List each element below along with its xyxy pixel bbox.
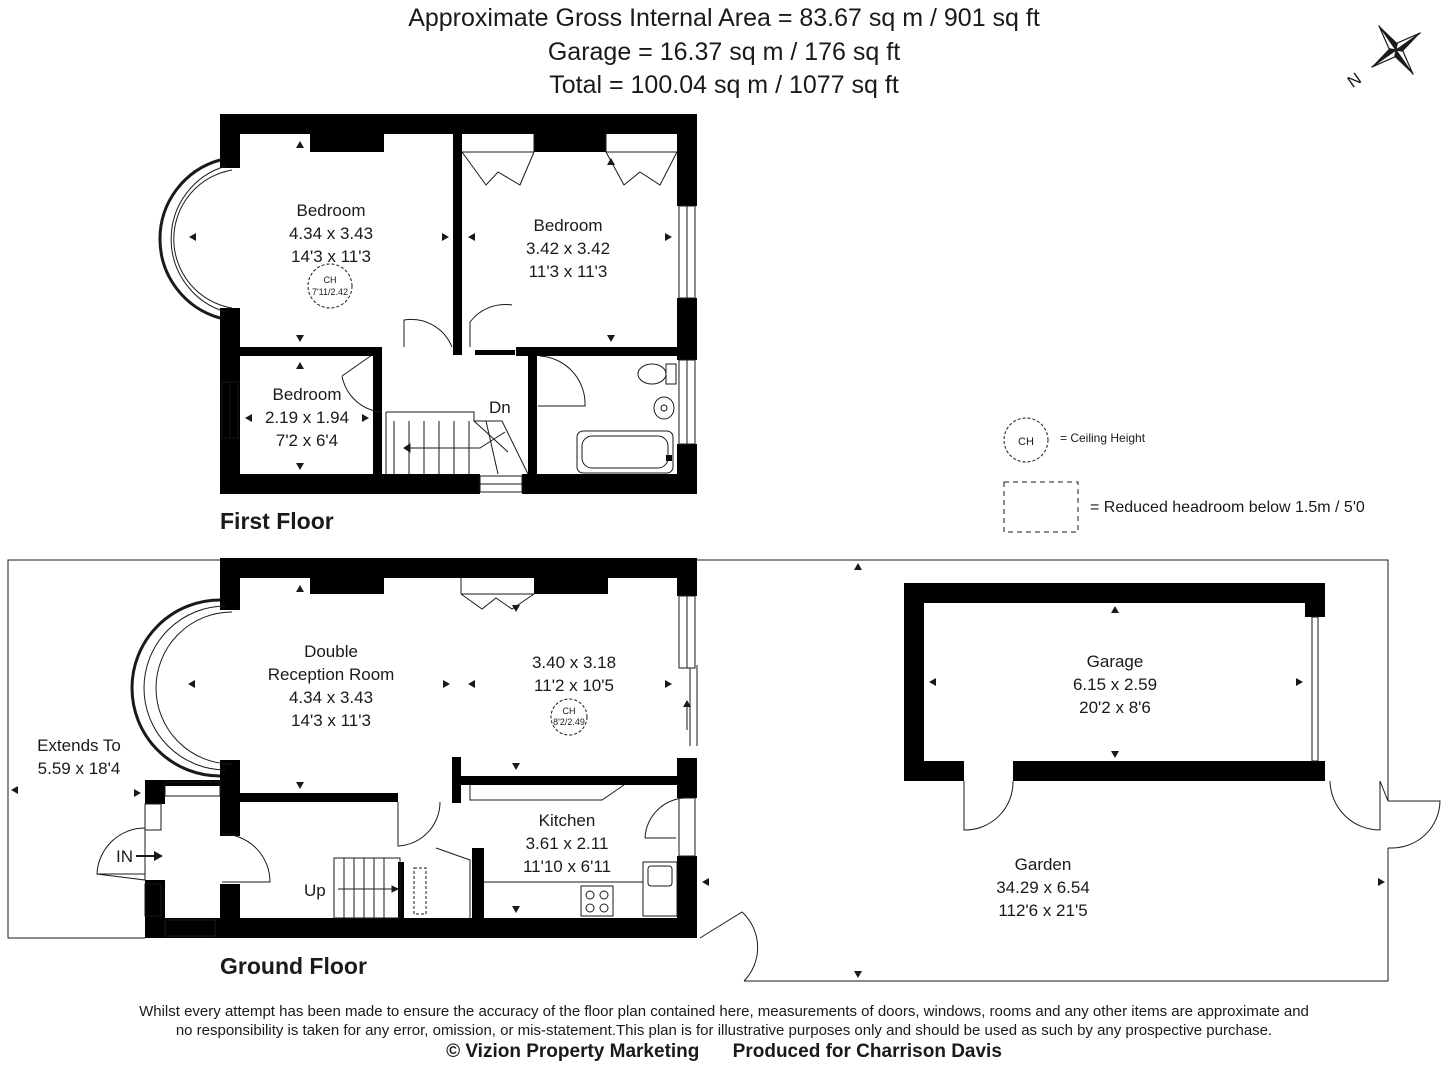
reception-name-line1: Double xyxy=(304,642,358,661)
bedroom3-metric: 2.19 x 1.94 xyxy=(264,408,350,427)
reception2-ch-value: 8'2/2.49 xyxy=(553,717,585,727)
total-area: Total = 100.04 sq m / 1077 sq ft xyxy=(549,71,899,99)
bedroom1-metric: 4.34 x 3.43 xyxy=(288,224,374,243)
first-floor-title: First Floor xyxy=(220,508,334,534)
disclaimer-line1: Whilst every attempt has been made to ensure the accuracy of the floor plan contained here, measurements of doors, windows, rooms and any other items are approximate and xyxy=(139,1003,1309,1020)
bedroom2-imperial: 11'3 x 11'3 xyxy=(528,262,608,281)
bedroom2-name: Bedroom xyxy=(533,216,603,235)
bedroom1-ch-label: CH xyxy=(323,275,337,285)
disclaimer xyxy=(0,1002,1448,1040)
reception2-ch-label: CH xyxy=(562,706,576,716)
garden-imperial: 112'6 x 21'5 xyxy=(998,901,1088,920)
copyright: © Vizion Property Marketing xyxy=(446,1041,700,1062)
bedroom3-imperial: 7'2 x 6'4 xyxy=(275,431,339,450)
bedroom1-ch-value: 7'11/2.42 xyxy=(311,287,349,297)
bedroom1-imperial: 14'3 x 11'3 xyxy=(291,247,371,266)
legend-ch-symbol: CH xyxy=(1018,436,1034,448)
stairs-up-label: Up xyxy=(304,881,326,900)
gross-internal-area: Approximate Gross Internal Area = 83.67 sq m / 901 sq ft xyxy=(408,4,1040,32)
reception2-metric: 3.40 x 3.18 xyxy=(531,653,617,672)
garden-metric: 34.29 x 6.54 xyxy=(996,878,1090,897)
reception-name-line2: Reception Room xyxy=(267,665,395,684)
ch-marker-bedroom xyxy=(308,264,352,308)
bedroom1-name: Bedroom xyxy=(296,201,366,220)
garden-name: Garden xyxy=(1014,855,1072,874)
reception2-imperial: 11'2 x 10'5 xyxy=(534,676,614,695)
produced-for: Produced for Charrison Davis xyxy=(732,1041,1002,1062)
legend-reduced-text: = Reduced headroom below 1.5m / 5'0 xyxy=(1090,499,1365,516)
garage-area: Garage = 16.37 sq m / 176 sq ft xyxy=(547,37,901,66)
reception-metric: 4.34 x 3.43 xyxy=(288,688,374,707)
garage-name: Garage xyxy=(1086,652,1144,671)
bedroom3-name: Bedroom xyxy=(272,385,342,404)
bedroom2-metric: 3.42 x 3.42 xyxy=(525,239,611,258)
kitchen-metric: 3.61 x 2.11 xyxy=(525,834,609,853)
compass-north-label: N xyxy=(1343,69,1365,92)
legend-ch-text: = Ceiling Height xyxy=(1060,431,1146,445)
kitchen-imperial: 11'10 x 6'11 xyxy=(522,857,612,876)
kitchen-name: Kitchen xyxy=(538,811,596,830)
disclaimer-line2: no responsibility is taken for any error, omission, or mis-statement.This plan is for illustrative purposes only and should be used as such by any prospective purchase. xyxy=(175,1022,1273,1039)
garage-metric: 6.15 x 2.59 xyxy=(1072,675,1158,694)
credits xyxy=(0,1041,1448,1063)
entry-label: IN xyxy=(116,847,133,866)
garage-imperial: 20'2 x 8'6 xyxy=(1079,698,1151,717)
stairs-down-label: Dn xyxy=(489,398,511,417)
ground-floor-title: Ground Floor xyxy=(220,953,367,979)
reception-imperial: 14'3 x 11'3 xyxy=(291,711,371,730)
extends-line1: Extends To xyxy=(37,736,121,755)
extends-line2: 5.59 x 18'4 xyxy=(37,759,121,778)
